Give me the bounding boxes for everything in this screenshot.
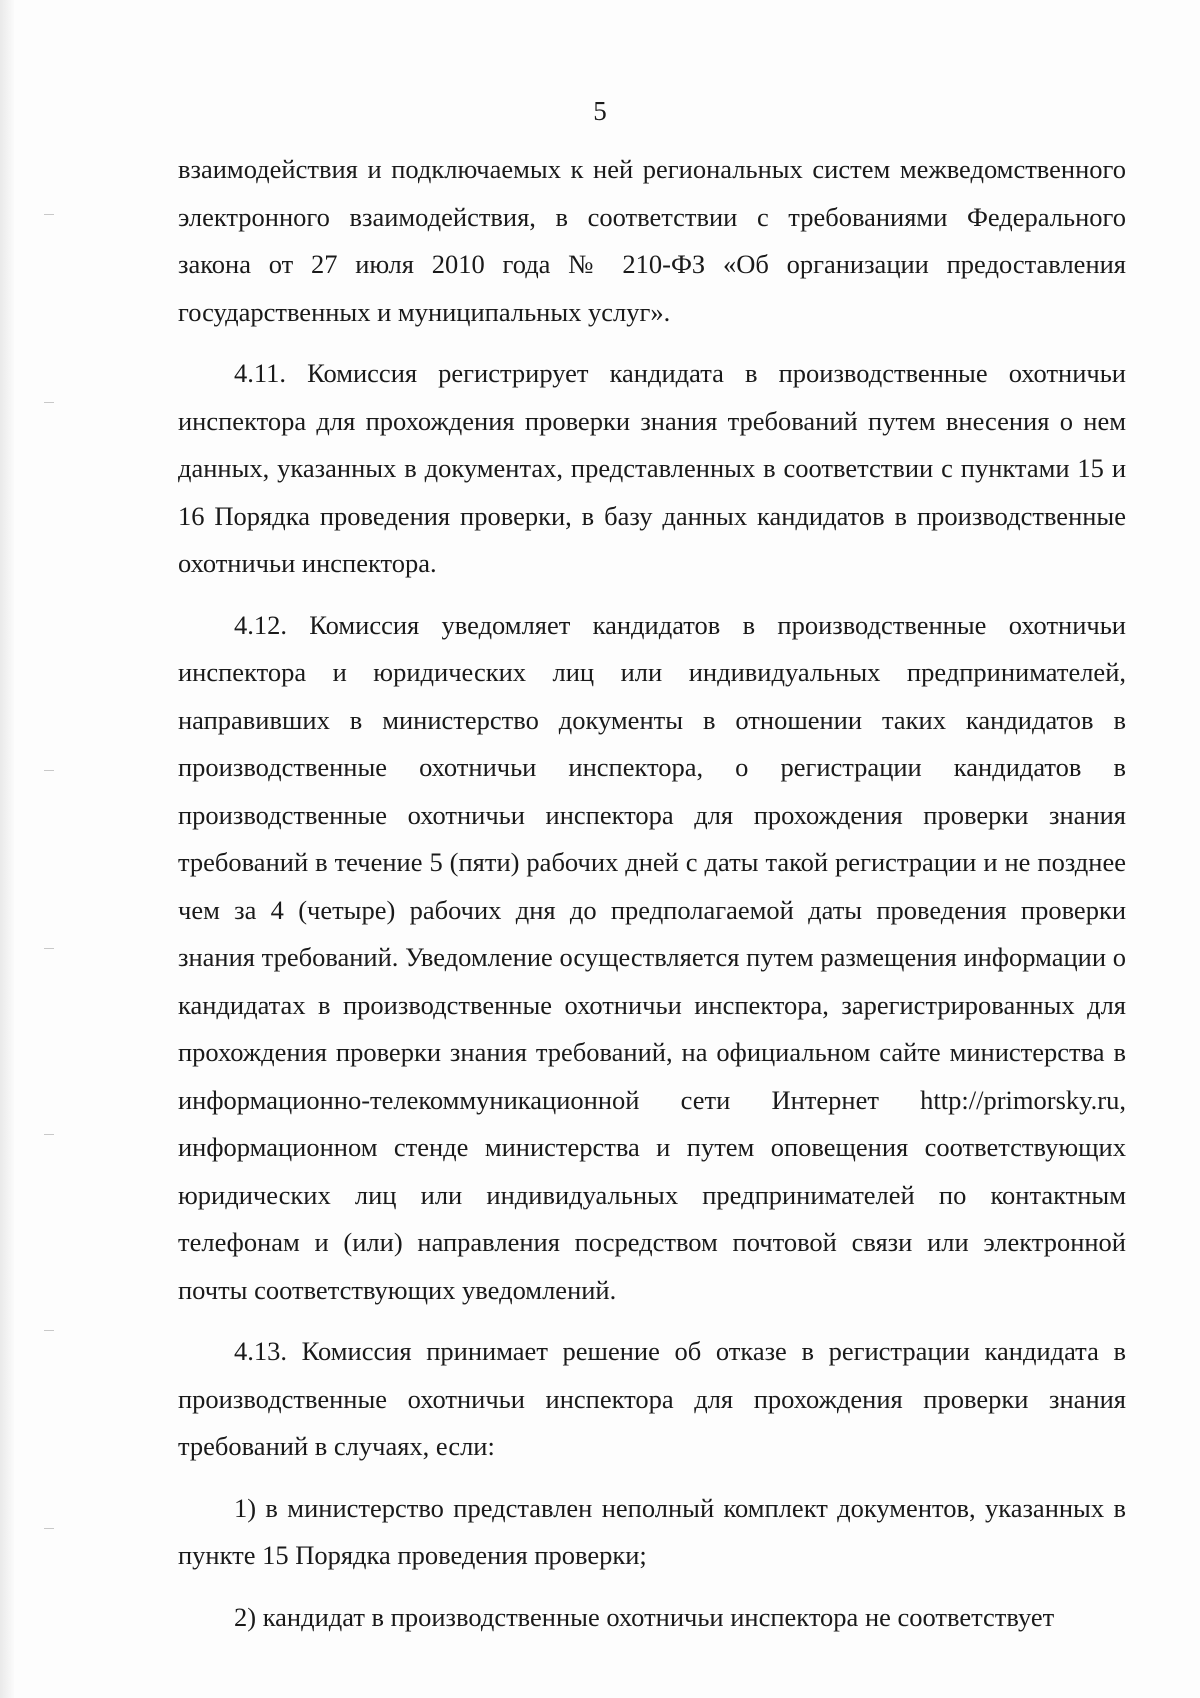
paragraph-4-12: 4.12. Комиссия уведомляет кандидатов в производственные охотничьи инспектора и юридических лиц или индивидуальных предпринимателей, направивших в министерство документы в отношении таких кандидатов в производственные охотничьи инспектора, о регистрации кандидатов в производственные охотничьи инспектора для прохождения проверки знания требований в течение 5 (пяти) рабочих дней с даты такой регистрации и не позднее чем за 4 (четыре) рабочих дня до предполагаемой даты проведения проверки знания требований. Уведомление осуществляется путем размещения информации о кандидатах в производственные охотничьи инспектора, зарегистрированных для прохождения проверки знания требований, на официальном сайте министерства в информационно-телекоммуникационной сети Интернет http://primorsky.ru, информационном стенде министерства и путем оповещения соответствующих юридических лиц или индивидуальных предпринимателей по контактным телефонам и (или) направления посредством почтовой связи или электронной почты соответствующих уведомлений. [178,609,1126,1305]
paragraph-continuation: взаимодействия и подключаемых к ней региональных систем межведомственного электронного взаимодействия, в соответствии с требованиями Федерального закона от 27 июля 2010 года № 210-ФЗ «Об организации предоставления государственных и муниципальных услуг». [178,154,1126,327]
list-item-1: 1) в министерство представлен неполный комплект документов, указанных в пункте 15 Порядка проведения проверки; [178,1492,1126,1570]
margin-mark [44,214,54,215]
paragraph-4-13: 4.13. Комиссия принимает решение об отказе в регистрации кандидата в производственные охотничьи инспектора для прохождения проверки знания требований в случаях, если: [178,1336,1126,1461]
paragraph-4-11: 4.11. Комиссия регистрирует кандидата в производственные охотничьи инспектора для прохождения проверки знания требований путем внесения о нем данных, указанных в документах, представленных в соответствии с пунктами 15 и 16 Порядка проведения проверки, в базу данных кандидатов в производственные охотничьи инспектора. [178,358,1126,578]
list-item-2: 2) кандидат в производственные охотничьи инспектора не соответствует [234,1601,1055,1632]
scan-left-edge [0,0,14,1698]
margin-mark [44,1330,54,1331]
margin-mark [44,402,54,403]
margin-mark [44,770,54,771]
margin-mark [44,1528,54,1529]
margin-mark [44,948,54,949]
page-number: 5 [593,96,607,126]
margin-mark [44,1134,54,1135]
document-body [178,146,1126,1645]
